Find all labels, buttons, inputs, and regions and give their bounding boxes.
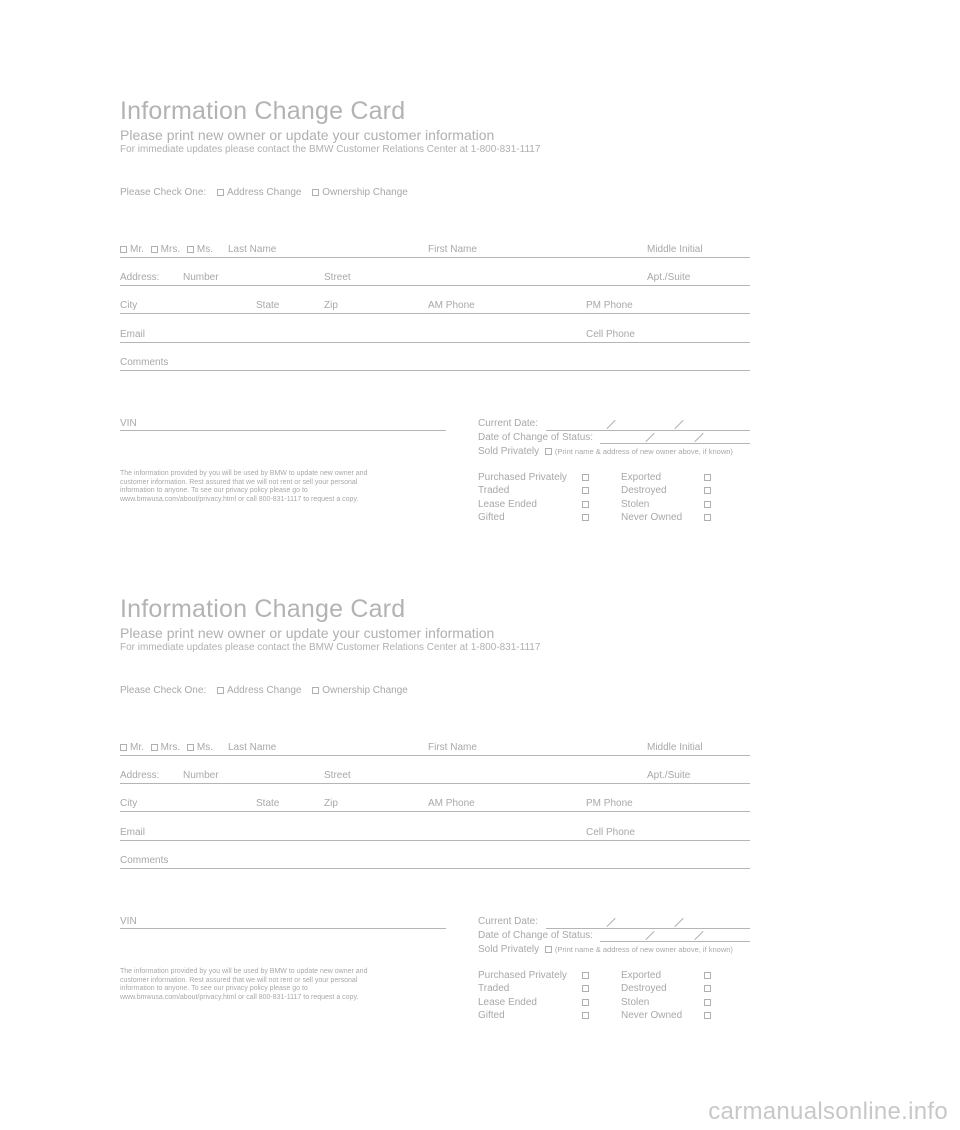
status-label: Destroyed	[621, 983, 667, 995]
vin-line[interactable]	[120, 928, 446, 929]
apt-suite-label: Apt./Suite	[647, 272, 691, 283]
first-name-label: First Name	[428, 742, 477, 753]
address-line[interactable]	[120, 285, 750, 286]
status-label: Traded	[478, 983, 510, 995]
cell-phone-label: Cell Phone	[586, 827, 635, 838]
date-change-status-label: Date of Change of Status:	[478, 432, 594, 443]
address-label: Address:	[120, 770, 160, 781]
apt-suite-label: Apt./Suite	[647, 770, 691, 781]
status-list-left	[478, 471, 592, 525]
cell-phone-label: Cell Phone	[586, 329, 635, 340]
checkbox-icon[interactable]	[704, 1012, 711, 1019]
status-gifted[interactable]	[478, 1009, 592, 1022]
address-change-option[interactable]	[217, 685, 302, 696]
status-label: Exported	[621, 472, 662, 483]
first-name-label: First Name	[428, 244, 477, 255]
card-subtitle: Please print new owner or update your customer information	[120, 625, 495, 641]
mr-option[interactable]	[120, 742, 144, 753]
status-never-owned[interactable]	[621, 511, 714, 524]
contact-note: For immediate updates please contact the BMW Customer Relations Center at 1-800-831-1117	[120, 144, 541, 155]
checkbox-icon[interactable]	[545, 448, 552, 455]
email-line[interactable]	[120, 840, 750, 841]
status-stolen[interactable]	[621, 498, 714, 511]
salutation-group	[120, 742, 213, 753]
status-label: Stolen	[621, 498, 650, 510]
mrs-label: Mrs.	[160, 244, 181, 255]
zip-label: Zip	[324, 798, 338, 809]
comments-label: Comments	[120, 357, 169, 368]
status-label: Traded	[478, 485, 510, 497]
mr-label: Mr.	[130, 742, 144, 753]
pm-phone-label: PM Phone	[586, 300, 633, 311]
date-slash-icon	[645, 931, 654, 940]
status-label: Destroyed	[621, 485, 667, 497]
middle-initial-label: Middle Initial	[647, 742, 703, 753]
vin-label: VIN	[120, 916, 137, 927]
street-label: Street	[324, 272, 351, 283]
ms-option[interactable]	[187, 244, 213, 255]
status-label: Lease Ended	[478, 498, 537, 510]
mr-label: Mr.	[130, 244, 144, 255]
state-label: State	[256, 798, 280, 809]
information-change-card-1	[0, 97, 960, 597]
watermark: carmanualsonline.info	[708, 1098, 948, 1125]
city-label: City	[120, 300, 138, 311]
pm-phone-label: PM Phone	[586, 798, 633, 809]
street-label: Street	[324, 770, 351, 781]
current-date-label: Current Date:	[478, 916, 539, 927]
salutation-group	[120, 244, 213, 255]
date-slash-icon	[645, 433, 654, 442]
status-lease-ended[interactable]	[478, 996, 592, 1009]
checkbox-icon[interactable]	[151, 246, 158, 253]
checkbox-icon[interactable]	[582, 972, 589, 979]
comments-line[interactable]	[120, 370, 750, 371]
status-date-line[interactable]	[600, 941, 750, 942]
status-label: Never Owned	[621, 1010, 683, 1022]
card-title: Information Change Card	[120, 595, 406, 623]
status-purchased-privately[interactable]	[478, 471, 592, 484]
checkbox-icon[interactable]	[582, 1012, 589, 1019]
comments-line[interactable]	[120, 868, 750, 869]
status-label: Never Owned	[621, 512, 683, 524]
checkbox-icon[interactable]	[582, 985, 589, 992]
am-phone-label: AM Phone	[428, 798, 475, 809]
current-date-label: Current Date:	[478, 418, 539, 429]
checkbox-icon[interactable]	[120, 246, 127, 253]
check-one-row	[120, 187, 408, 198]
status-label: Exported	[621, 970, 662, 981]
email-label: Email	[120, 329, 146, 340]
mrs-label: Mrs.	[160, 742, 181, 753]
date-slash-icon	[606, 918, 615, 927]
state-label: State	[256, 300, 280, 311]
status-list-right	[621, 471, 714, 525]
sold-privately-label: Sold Privately	[478, 446, 540, 457]
email-label: Email	[120, 827, 146, 838]
status-label: Gifted	[478, 1010, 505, 1022]
checkbox-icon[interactable]	[582, 474, 589, 481]
address-change-label: Address Change	[226, 187, 302, 198]
ownership-change-label: Ownership Change	[322, 685, 408, 696]
sold-note: (Print name & address of new owner above, if known)	[554, 447, 733, 456]
checkbox-icon[interactable]	[312, 189, 319, 196]
mrs-option[interactable]	[151, 244, 180, 255]
middle-initial-label: Middle Initial	[647, 244, 703, 255]
checkbox-icon[interactable]	[704, 999, 711, 1006]
contact-note: For immediate updates please contact the BMW Customer Relations Center at 1-800-831-1117	[120, 642, 541, 653]
address-change-option[interactable]	[217, 187, 302, 198]
checkbox-icon[interactable]	[120, 744, 127, 751]
status-label: Purchased Privately	[478, 970, 567, 981]
address-line[interactable]	[120, 783, 750, 784]
checkbox-icon[interactable]	[582, 501, 589, 508]
checkbox-icon[interactable]	[545, 946, 552, 953]
address-label: Address:	[120, 272, 160, 283]
privacy-notice: The information provided by you will be used by BMW to update new owner and customer information. Rest assured that we will not rent or sell your personal information to anyone. To see our privacy policy please go to www.bmwusa.com/about/privacy.html or call 800-831-1117 to request a copy.	[120, 470, 368, 503]
comments-label: Comments	[120, 855, 169, 866]
status-never-owned[interactable]	[621, 1009, 714, 1022]
date-slash-icon	[694, 931, 703, 940]
check-one-label: Please Check One:	[120, 685, 207, 696]
ms-label: Ms.	[196, 742, 214, 753]
checkbox-icon[interactable]	[217, 189, 224, 196]
checkbox-icon[interactable]	[151, 744, 158, 751]
status-label: Lease Ended	[478, 996, 537, 1008]
date-slash-icon	[674, 918, 683, 927]
sold-privately-label: Sold Privately	[478, 944, 540, 955]
status-purchased-privately[interactable]	[478, 969, 592, 982]
checkbox-icon[interactable]	[582, 999, 589, 1006]
checkbox-icon[interactable]	[187, 744, 194, 751]
checkbox-icon[interactable]	[217, 687, 224, 694]
status-date-line[interactable]	[600, 443, 750, 444]
status-destroyed[interactable]	[621, 982, 714, 995]
city-line[interactable]	[120, 811, 750, 812]
zip-label: Zip	[324, 300, 338, 311]
number-label: Number	[183, 770, 219, 781]
status-list-left	[478, 969, 592, 1023]
sold-privately-row	[478, 944, 733, 955]
mrs-option[interactable]	[151, 742, 180, 753]
checkbox-icon[interactable]	[187, 246, 194, 253]
ownership-change-option[interactable]	[312, 685, 408, 696]
status-label: Purchased Privately	[478, 472, 567, 483]
current-date-line[interactable]	[546, 928, 750, 929]
status-exported[interactable]	[621, 969, 714, 982]
ownership-change-label: Ownership Change	[322, 187, 408, 198]
card-subtitle: Please print new owner or update your customer information	[120, 127, 495, 143]
date-slash-icon	[606, 420, 615, 429]
checkbox-icon[interactable]	[704, 972, 711, 979]
last-name-label: Last Name	[228, 244, 277, 255]
sold-note: (Print name & address of new owner above, if known)	[554, 945, 733, 954]
email-line[interactable]	[120, 342, 750, 343]
information-change-card-2	[0, 595, 960, 1095]
address-change-label: Address Change	[226, 685, 302, 696]
checkbox-icon[interactable]	[312, 687, 319, 694]
city-label: City	[120, 798, 138, 809]
checkbox-icon[interactable]	[704, 487, 711, 494]
checkbox-icon[interactable]	[582, 487, 589, 494]
status-gifted[interactable]	[478, 511, 592, 524]
status-label: Stolen	[621, 996, 650, 1008]
name-line[interactable]	[120, 257, 750, 258]
status-label: Gifted	[478, 512, 505, 524]
checkbox-icon[interactable]	[704, 474, 711, 481]
status-stolen[interactable]	[621, 996, 714, 1009]
checkbox-icon[interactable]	[704, 501, 711, 508]
status-destroyed[interactable]	[621, 484, 714, 497]
number-label: Number	[183, 272, 219, 283]
checkbox-icon[interactable]	[704, 514, 711, 521]
date-change-status-label: Date of Change of Status:	[478, 930, 594, 941]
status-lease-ended[interactable]	[478, 498, 592, 511]
checkbox-icon[interactable]	[582, 514, 589, 521]
status-exported[interactable]	[621, 471, 714, 484]
ms-option[interactable]	[187, 742, 213, 753]
status-traded[interactable]	[478, 484, 592, 497]
ownership-change-option[interactable]	[312, 187, 408, 198]
date-slash-icon	[694, 433, 703, 442]
check-one-label: Please Check One:	[120, 187, 207, 198]
status-traded[interactable]	[478, 982, 592, 995]
status-list-right	[621, 969, 714, 1023]
mr-option[interactable]	[120, 244, 144, 255]
ms-label: Ms.	[196, 244, 214, 255]
card-title: Information Change Card	[120, 97, 406, 125]
last-name-label: Last Name	[228, 742, 277, 753]
date-slash-icon	[674, 420, 683, 429]
vin-label: VIN	[120, 418, 137, 429]
check-one-row	[120, 685, 408, 696]
vin-line[interactable]	[120, 430, 446, 431]
current-date-line[interactable]	[546, 430, 750, 431]
checkbox-icon[interactable]	[704, 985, 711, 992]
privacy-notice: The information provided by you will be used by BMW to update new owner and customer information. Rest assured that we will not rent or sell your personal information to anyone. To see our privacy policy please go to www.bmwusa.com/about/privacy.html or call 800-831-1117 to request a copy.	[120, 968, 368, 1001]
am-phone-label: AM Phone	[428, 300, 475, 311]
sold-privately-row	[478, 446, 733, 457]
name-line[interactable]	[120, 755, 750, 756]
city-line[interactable]	[120, 313, 750, 314]
